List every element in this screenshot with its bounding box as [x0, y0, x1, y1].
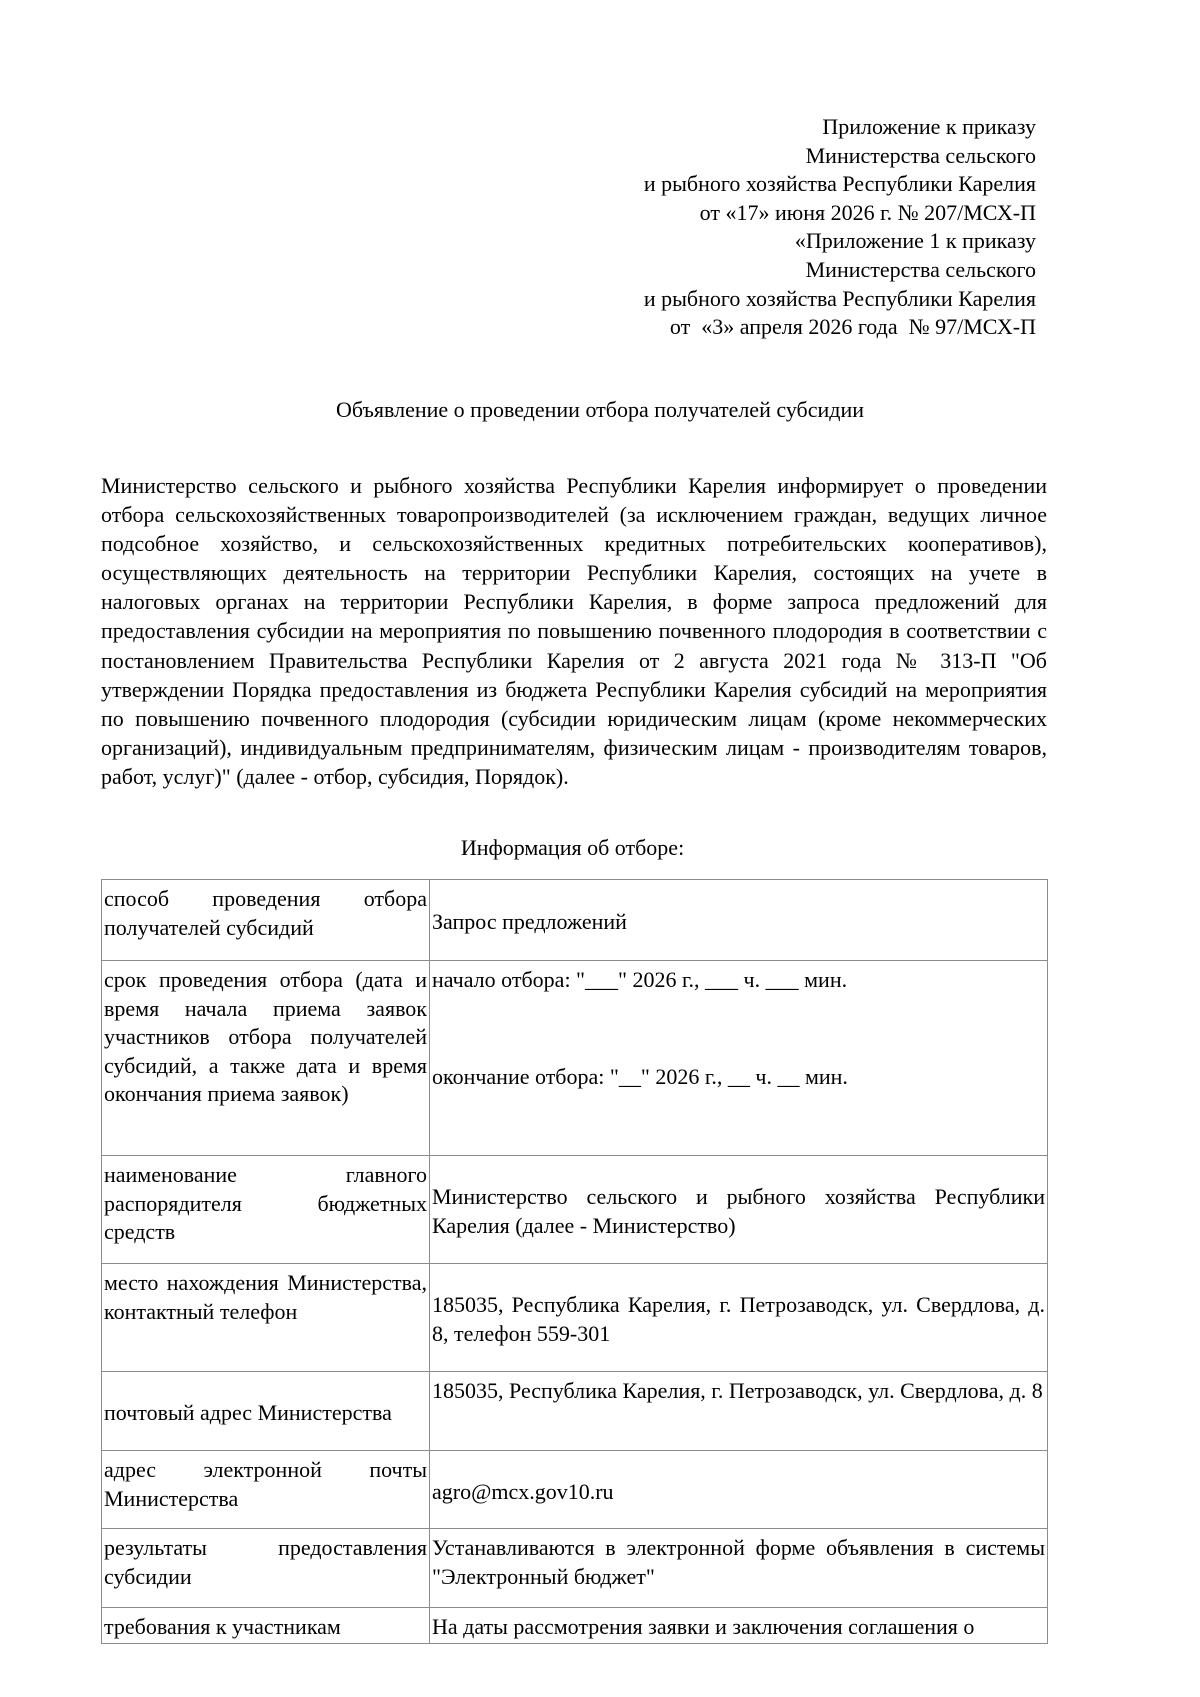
dates-value	[430, 961, 1048, 1156]
dates-start: начало отбора: "___" 2026 г., ___ ч. ___ мин.	[432, 967, 848, 992]
table-row	[102, 1372, 1048, 1451]
header-line: «Приложение 1 к приказу	[794, 228, 1036, 254]
table-row	[102, 1529, 1048, 1608]
postal-label: почтовый адрес Министерства	[102, 1372, 430, 1451]
table-row	[102, 961, 1048, 1156]
dates-label: срок проведения отбора (дата и время начала приема заявок участников отбора получателей субсидий, а также дата и время окончания приема заявок)	[102, 961, 430, 1156]
requirements-value: На даты рассмотрения заявки и заключения соглашения о	[430, 1608, 1048, 1644]
manager-value: Министерство сельского и рыбного хозяйства Республики Карелия (далее - Министерство)	[430, 1156, 1048, 1264]
requirements-label: требования к участникам	[102, 1608, 430, 1644]
header-line: и рыбного хозяйства Республики Карелия	[643, 171, 1036, 197]
method-label: способ проведения отбора получателей субсидий	[102, 880, 430, 961]
manager-label: наименование главного распорядителя бюджетных средств	[102, 1156, 430, 1264]
location-label: место нахождения Министерства, контактный телефон	[102, 1264, 430, 1372]
header-line: и рыбного хозяйства Республики Карелия	[643, 285, 1036, 311]
document-title: Объявление о проведении отбора получателей субсидии	[335, 397, 865, 422]
header-line: Министерства сельского	[805, 256, 1036, 282]
header-line: от «3» апреля 2026 года № 97/МСХ-П	[669, 314, 1036, 340]
selection-info-table	[101, 879, 1048, 1644]
table-row	[102, 880, 1048, 961]
intro-paragraph: Министерство сельского и рыбного хозяйства Республики Карелия информирует о проведении отбора сельскохозяйственных товаропроизводителей (за исключением граждан, ведущих личное подсобное хозяйство, и сельскохозяйственных кредитных потребительских кооперативов), осуществляющих деятельность на территории Республики Карелия, состоящих на учете в налоговых органах на территории Республики Карелия, в форме запроса предложений для предоставления субсидии на мероприятия по повышению почвенного плодородия в соответствии с постановлением Правительства Республики Карелия от 2 августа 2021 года № 313-П "Об утверждении Порядка предоставления из бюджета Республики Карелия субсидий на мероприятия по повышению почвенного плодородия (субсидии юридическим лицам (кроме некоммерческих организаций), индивидуальным предпринимателям, физическим лицам - производителям товаров, работ, услуг)" (далее - отбор, субсидия, Порядок).	[101, 473, 1047, 789]
dates-end: окончание отбора: "__" 2026 г., __ ч. __ мин.	[432, 1063, 848, 1089]
email-value: agro@mcx.gov10.ru	[430, 1451, 1048, 1529]
location-value: 185035, Республика Карелия, г. Петрозаводск, ул. Свердлова, д. 8, телефон 559-301	[430, 1264, 1048, 1372]
table-row	[102, 1608, 1048, 1644]
results-value: Устанавливаются в электронной форме объявления в системы "Электронный бюджет"	[430, 1529, 1048, 1608]
header-line: от «17» июня 2026 г. № 207/МСХ-П	[699, 199, 1036, 225]
table-row	[102, 1451, 1048, 1529]
table-row	[102, 1264, 1048, 1372]
postal-value: 185035, Республика Карелия, г. Петрозаводск, ул. Свердлова, д. 8	[430, 1372, 1048, 1451]
header-line: Приложение к приказу	[822, 114, 1036, 139]
table-caption: Информация об отборе:	[460, 835, 685, 860]
table-row	[102, 1156, 1048, 1264]
results-label: результаты предоставления субсидии	[102, 1529, 430, 1608]
method-value: Запрос предложений	[430, 880, 1048, 961]
email-label: адрес электронной почты Министерства	[102, 1451, 430, 1529]
header-line: Министерства сельского	[805, 142, 1036, 168]
order-appendix-header	[336, 113, 1036, 342]
